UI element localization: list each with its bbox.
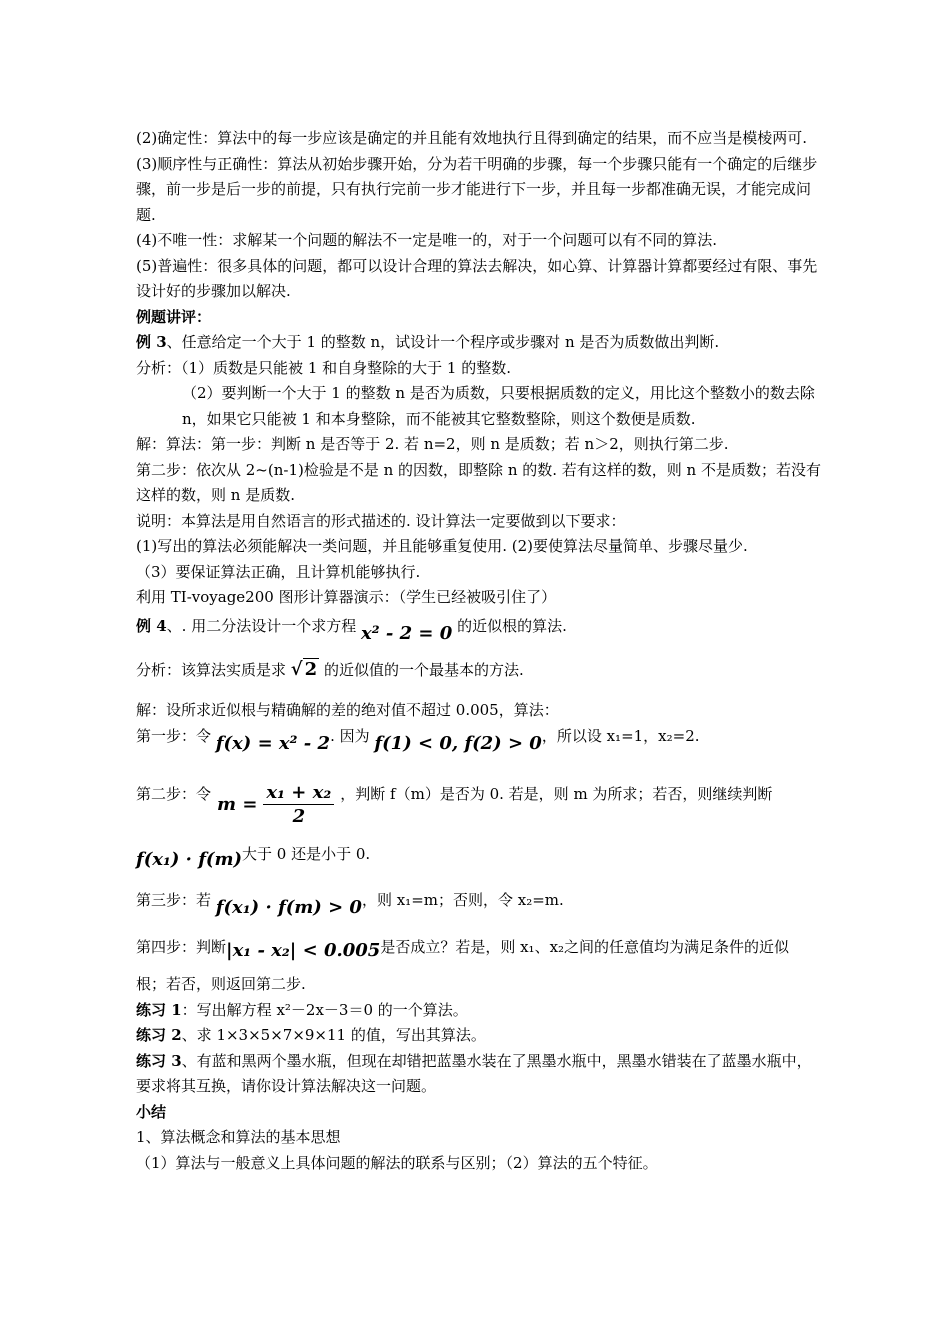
example-4-analysis <box>136 657 826 684</box>
example-4-label: 例 4 <box>136 616 167 635</box>
step-3-pre: 第三步：若 <box>136 891 212 909</box>
exercise-3-label: 练习 3 <box>136 1051 182 1070</box>
exercise-2-text: 、求 1×3×5×7×9×11 的值，写出其算法。 <box>181 1026 486 1044</box>
precision-condition: |x₁ - x₂| < 0.005 <box>226 939 381 961</box>
examples-heading: 例题讲评： <box>136 307 212 326</box>
exercise-1-text: ：写出解方程 x²－2x－3＝0 的一个算法。 <box>181 1000 468 1019</box>
property-universality: (5)普遍性：很多具体的问题，都可以设计合理的算法去解决，如心算、计算器计算都要经过有限、事先设计好的步骤加以解决. <box>136 256 818 300</box>
property-non-unique: (4)不唯一性：求解某一个问题的解法不一定是唯一的，对于一个问题可以有不同的算法. <box>136 231 718 249</box>
midpoint-m: m = <box>217 794 258 816</box>
step-2-post: ，判断 f（m）是否为 0. 若是，则 m 为所求；若否，则继续判断 <box>340 785 773 804</box>
bisection-step-4-cont: 根；若否，则返回第二步. <box>136 975 306 993</box>
example-4-pre: 、. 用二分法设计一个求方程 <box>166 616 357 635</box>
sqrt-radicand: 2 <box>304 659 318 680</box>
exercise-1 <box>136 998 826 1024</box>
exercise-2-label: 练习 2 <box>136 1026 182 1044</box>
bisection-step-1 <box>136 723 826 754</box>
example-3-text: 、任意给定一个大于 1 的整数 n，试设计一个程序或步骤对 n 是否为质数做出判断. <box>166 333 720 351</box>
example-3-analysis-1: 分析：（1）质数是只能被 1 和自身整除的大于 1 的整数. <box>136 358 511 377</box>
function-definition: f(x) = x² - 2 <box>215 733 331 754</box>
step-3-post: ，则 x₁=m；否则，令 x₂=m. <box>361 891 564 909</box>
example-4 <box>136 613 826 644</box>
step-1-post: ，所以设 x₁=1，x₂=2. <box>541 727 700 745</box>
midpoint-fraction <box>263 782 334 829</box>
example-3-demo: 利用 TI-voyage200 图形计算器演示：（学生已经被吸引住了） <box>136 588 557 606</box>
bisection-step-3 <box>136 887 826 918</box>
exercise-1-label: 练习 1 <box>136 1000 182 1019</box>
step-2-post2: 大于 0 还是小于 0. <box>242 844 371 863</box>
summary-item-2: （1）算法与一般意义上具体问题的解法的联系与区别；（2）算法的五个特征。 <box>136 1153 658 1172</box>
exercise-2 <box>136 1023 826 1049</box>
equation-x2-minus-2: x² - 2 = 0 <box>361 622 453 644</box>
property-definiteness: (2)确定性：算法中的每一步应该是确定的并且能有效地执行且得到确定的结果，而不应当是模棱两可. <box>136 129 808 147</box>
example-3-requirement-2: （3）要保证算法正确，且计算机能够执行. <box>136 562 421 581</box>
step-1-mid: . 因为 <box>330 727 370 745</box>
step-2-pre: 第二步：令 <box>136 785 212 804</box>
example-4-analysis-pre: 分析：该算法实质是求 <box>136 661 287 679</box>
fraction-numerator: x₁ + x₂ <box>263 782 334 805</box>
example-3-analysis-2: （2）要判断一个大于 1 的整数 n 是否为质数，只要根据质数的定义，用比这个整数小的数去除 n，如果它只能被 1 和本身整除，而不能被其它整数整除，则这个数便是质数. <box>182 384 815 428</box>
summary-item-1: 1、算法概念和算法的基本思想 <box>136 1128 341 1146</box>
step-4-post: 是否成立？若是，则 x₁、x₂之间的任意值均为满足条件的近似 <box>380 937 790 956</box>
sign-condition: f(1) < 0, f(2) > 0 <box>374 733 542 754</box>
step-1-pre: 第一步：令 <box>136 727 212 745</box>
bisection-step-2 <box>136 772 826 827</box>
summary-heading: 小结 <box>136 1102 167 1121</box>
example-4-analysis-post: 的近似值的一个最基本的方法. <box>323 661 524 679</box>
example-3-note: 说明：本算法是用自然语言的形式描述的. 设计算法一定要做到以下要求： <box>136 511 626 530</box>
example-4-solution: 解：设所求近似根与精确解的差的绝对值不超过 0.005，算法： <box>136 700 559 719</box>
fraction-denominator: 2 <box>292 805 306 827</box>
example-3-step-1: 解：算法：第一步：判断 n 是否等于 2. 若 n=2，则 n 是质数；若 n＞2，则执行第二步. <box>136 435 729 453</box>
step-4-pre: 第四步：判断 <box>136 937 227 956</box>
positive-product-condition: f(x₁) · f(m) > 0 <box>215 897 362 918</box>
example-3-requirement-1: (1)写出的算法必须能解决一类问题，并且能够重复使用. (2)要使算法尽量简单、步骤尽量少. <box>136 537 748 555</box>
example-3 <box>136 330 826 356</box>
example-4-post: 的近似根的算法. <box>457 616 567 635</box>
sqrt-2: √ 2 <box>290 659 318 680</box>
bisection-step-2-cont <box>136 841 826 868</box>
product-condition: f(x₁) · f(m) <box>136 848 243 870</box>
exercise-3 <box>136 1049 826 1100</box>
example-3-label: 例 3 <box>136 333 167 351</box>
document-page <box>136 126 826 1176</box>
example-3-step-2: 第二步：依次从 2~(n-1)检验是不是 n 的因数，即整除 n 的数. 若有这样的数，则 n 不是质数；若没有这样的数，则 n 是质数. <box>136 460 821 504</box>
property-sequence: (3)顺序性与正确性：算法从初始步骤开始，分为若干明确的步骤，每一个步骤只能有一个确定的后继步骤，前一步是后一步的前提，只有执行完前一步才能进行下一步，并且每一步都准确无误，才能完成问题. <box>136 154 818 224</box>
exercise-3-text: 、有蓝和黑两个墨水瓶，但现在却错把蓝墨水装在了黑墨水瓶中，黑墨水错装在了蓝墨水瓶中，要求将其互换，请你设计算法解决这一问题。 <box>136 1051 812 1095</box>
bisection-step-4 <box>136 934 826 961</box>
